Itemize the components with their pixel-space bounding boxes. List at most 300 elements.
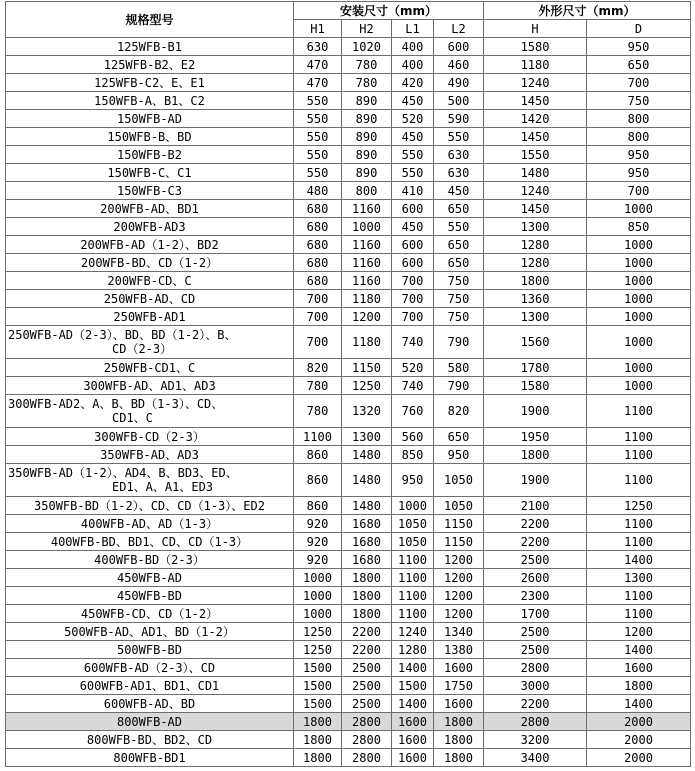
h1-cell: 1500 xyxy=(294,659,342,677)
model-line: 125WFB-B2、E2 xyxy=(103,57,196,72)
model-line: 400WFB-BD、BD1、CD、CD（1-3） xyxy=(50,534,249,549)
model-line: 150WFB-A、B1、C2 xyxy=(94,93,205,108)
l1-cell: 1050 xyxy=(392,533,434,551)
model-line: 400WFB-AD、AD（1-3） xyxy=(80,516,219,531)
h1-cell: 860 xyxy=(294,464,342,497)
l1-cell: 400 xyxy=(392,56,434,74)
h-cell: 1240 xyxy=(484,182,587,200)
l2-cell: 1200 xyxy=(434,605,484,623)
h2-cell: 2800 xyxy=(342,749,392,767)
table-row xyxy=(6,731,691,749)
l1-cell: 1000 xyxy=(392,497,434,515)
h1-cell: 860 xyxy=(294,446,342,464)
l1-cell: 1100 xyxy=(392,569,434,587)
l2-cell: 550 xyxy=(434,128,484,146)
model-cell xyxy=(6,377,294,395)
model-line: 400WFB-BD（2-3） xyxy=(94,552,205,567)
d-cell: 1800 xyxy=(587,677,691,695)
l2-cell: 1800 xyxy=(434,749,484,767)
l2-cell: 1800 xyxy=(434,731,484,749)
h2-cell: 780 xyxy=(342,74,392,92)
l2-cell: 580 xyxy=(434,359,484,377)
h-cell: 1450 xyxy=(484,200,587,218)
d-cell: 1400 xyxy=(587,641,691,659)
h1-cell: 1500 xyxy=(294,695,342,713)
table-row xyxy=(6,308,691,326)
d-cell: 2000 xyxy=(587,749,691,767)
l1-cell: 760 xyxy=(392,395,434,428)
h-cell: 1180 xyxy=(484,56,587,74)
l2-cell: 1380 xyxy=(434,641,484,659)
l2-cell: 790 xyxy=(434,326,484,359)
table-row xyxy=(6,200,691,218)
table-row xyxy=(6,164,691,182)
l2-cell: 630 xyxy=(434,146,484,164)
h2-cell: 1020 xyxy=(342,38,392,56)
model-cell xyxy=(6,446,294,464)
l2-cell: 650 xyxy=(434,254,484,272)
h2-cell: 1180 xyxy=(342,326,392,359)
d-cell: 1600 xyxy=(587,659,691,677)
h2-cell: 2500 xyxy=(342,659,392,677)
model-cell xyxy=(6,623,294,641)
h2-cell: 1480 xyxy=(342,464,392,497)
d-cell: 800 xyxy=(587,110,691,128)
l2-cell: 590 xyxy=(434,110,484,128)
outline-size-header: 外形尺寸（mm） xyxy=(484,2,691,20)
table-row xyxy=(6,641,691,659)
h2-cell: 890 xyxy=(342,146,392,164)
l2-cell: 1150 xyxy=(434,515,484,533)
table-row xyxy=(6,515,691,533)
h-cell: 1800 xyxy=(484,446,587,464)
l1-cell: 1050 xyxy=(392,515,434,533)
h2-cell: 800 xyxy=(342,182,392,200)
model-line: 800WFB-BD1 xyxy=(113,750,186,765)
l2-cell: 550 xyxy=(434,218,484,236)
h-cell: 1360 xyxy=(484,290,587,308)
table-row xyxy=(6,497,691,515)
h2-cell: 1150 xyxy=(342,359,392,377)
model-line: 800WFB-BD、BD2、CD xyxy=(86,732,213,747)
l1-cell: 400 xyxy=(392,38,434,56)
l2-cell: 650 xyxy=(434,200,484,218)
h2-cell: 1160 xyxy=(342,236,392,254)
model-line: 350WFB-BD（1-2）、CD、CD（1-3）、ED2 xyxy=(34,498,265,513)
h1-cell: 700 xyxy=(294,326,342,359)
h1-header: H1 xyxy=(294,20,342,38)
table-row xyxy=(6,128,691,146)
spec-table xyxy=(5,1,691,767)
l2-cell: 750 xyxy=(434,290,484,308)
model-cell xyxy=(6,641,294,659)
l1-cell: 600 xyxy=(392,200,434,218)
h-header: H xyxy=(484,20,587,38)
model-cell xyxy=(6,749,294,767)
model-line: 150WFB-B2 xyxy=(116,147,183,162)
h1-cell: 1100 xyxy=(294,428,342,446)
h1-cell: 680 xyxy=(294,236,342,254)
h-cell: 3200 xyxy=(484,731,587,749)
model-cell xyxy=(6,428,294,446)
table-row xyxy=(6,533,691,551)
l1-cell: 520 xyxy=(392,359,434,377)
h1-cell: 780 xyxy=(294,395,342,428)
model-cell xyxy=(6,272,294,290)
model-line-2: CD（2-3） xyxy=(112,342,173,356)
h-cell: 3400 xyxy=(484,749,587,767)
model-cell xyxy=(6,551,294,569)
l2-cell: 630 xyxy=(434,164,484,182)
model-line-2: ED1、A、A1、ED3 xyxy=(112,480,214,494)
l1-cell: 1280 xyxy=(392,641,434,659)
h1-cell: 1000 xyxy=(294,569,342,587)
h2-cell: 1160 xyxy=(342,200,392,218)
model-line: 600WFB-AD1、BD1、CD1 xyxy=(79,678,220,693)
l2-cell: 1200 xyxy=(434,551,484,569)
model-cell xyxy=(6,128,294,146)
h-cell: 2800 xyxy=(484,713,587,731)
l2-cell: 1200 xyxy=(434,587,484,605)
model-cell xyxy=(6,326,294,359)
h2-cell: 2500 xyxy=(342,695,392,713)
d-cell: 1400 xyxy=(587,551,691,569)
h1-cell: 550 xyxy=(294,146,342,164)
h1-cell: 550 xyxy=(294,92,342,110)
h1-cell: 700 xyxy=(294,290,342,308)
model-cell xyxy=(6,605,294,623)
l2-cell: 820 xyxy=(434,395,484,428)
model-line: 800WFB-AD xyxy=(116,714,183,729)
model-cell xyxy=(6,515,294,533)
model-line: 300WFB-AD2、A、B、BD（1-3）、CD、 xyxy=(8,397,224,411)
model-line: 250WFB-AD（2-3）、BD、BD（1-2）、B、 xyxy=(8,328,237,342)
h1-cell: 550 xyxy=(294,110,342,128)
h1-cell: 550 xyxy=(294,164,342,182)
l1-cell: 850 xyxy=(392,446,434,464)
h2-cell: 1200 xyxy=(342,308,392,326)
model-line: 200WFB-CD、C xyxy=(107,273,192,288)
d-cell: 1100 xyxy=(587,395,691,428)
l1-cell: 450 xyxy=(392,218,434,236)
h2-cell: 1160 xyxy=(342,272,392,290)
table-row xyxy=(6,749,691,767)
h2-header: H2 xyxy=(342,20,392,38)
model-line: 125WFB-B1 xyxy=(116,39,183,54)
h-cell: 2800 xyxy=(484,659,587,677)
d-cell: 800 xyxy=(587,128,691,146)
l2-cell: 790 xyxy=(434,377,484,395)
h1-cell: 1000 xyxy=(294,587,342,605)
table-row xyxy=(6,110,691,128)
l2-cell: 1050 xyxy=(434,464,484,497)
d-cell: 650 xyxy=(587,56,691,74)
h-cell: 1900 xyxy=(484,395,587,428)
l2-cell: 1750 xyxy=(434,677,484,695)
table-row xyxy=(6,446,691,464)
model-cell xyxy=(6,731,294,749)
h-cell: 2500 xyxy=(484,551,587,569)
h2-cell: 1320 xyxy=(342,395,392,428)
h-cell: 2500 xyxy=(484,641,587,659)
model-line: 200WFB-AD、BD1 xyxy=(100,201,199,216)
h-cell: 1280 xyxy=(484,254,587,272)
h1-cell: 680 xyxy=(294,200,342,218)
h1-cell: 920 xyxy=(294,551,342,569)
d-cell: 1100 xyxy=(587,587,691,605)
d-cell: 700 xyxy=(587,74,691,92)
h2-cell: 2800 xyxy=(342,731,392,749)
table-row xyxy=(6,428,691,446)
l1-cell: 740 xyxy=(392,377,434,395)
model-line: 300WFB-CD（2-3） xyxy=(94,429,205,444)
l1-cell: 1600 xyxy=(392,713,434,731)
l1-cell: 600 xyxy=(392,254,434,272)
d-cell: 2000 xyxy=(587,731,691,749)
model-line: 450WFB-AD xyxy=(116,570,183,585)
model-line: 200WFB-AD（1-2）、BD2 xyxy=(80,237,219,252)
model-cell xyxy=(6,38,294,56)
table-row xyxy=(6,659,691,677)
h-cell: 1580 xyxy=(484,38,587,56)
h2-cell: 1300 xyxy=(342,428,392,446)
model-header: 规格型号 xyxy=(6,2,294,38)
l1-cell: 450 xyxy=(392,92,434,110)
h2-cell: 780 xyxy=(342,56,392,74)
h2-cell: 1680 xyxy=(342,515,392,533)
l1-cell: 1500 xyxy=(392,677,434,695)
model-cell xyxy=(6,74,294,92)
h2-cell: 890 xyxy=(342,92,392,110)
h1-cell: 1800 xyxy=(294,731,342,749)
model-cell xyxy=(6,695,294,713)
h2-cell: 1480 xyxy=(342,497,392,515)
l1-cell: 1240 xyxy=(392,623,434,641)
model-line: 500WFB-BD xyxy=(116,642,183,657)
h-cell: 1780 xyxy=(484,359,587,377)
model-line: 500WFB-AD、AD1、BD（1-2） xyxy=(64,624,235,639)
l1-cell: 450 xyxy=(392,128,434,146)
h2-cell: 1250 xyxy=(342,377,392,395)
table-row xyxy=(6,677,691,695)
model-cell xyxy=(6,308,294,326)
l1-cell: 1100 xyxy=(392,587,434,605)
table-row xyxy=(6,254,691,272)
h1-cell: 680 xyxy=(294,272,342,290)
model-cell xyxy=(6,254,294,272)
h2-cell: 1000 xyxy=(342,218,392,236)
table-row xyxy=(6,74,691,92)
d-cell: 850 xyxy=(587,218,691,236)
model-cell xyxy=(6,290,294,308)
model-line: 150WFB-C3 xyxy=(116,183,183,198)
l1-cell: 1100 xyxy=(392,605,434,623)
table-row xyxy=(6,218,691,236)
d-cell: 750 xyxy=(587,92,691,110)
h1-cell: 1800 xyxy=(294,713,342,731)
model-cell xyxy=(6,200,294,218)
d-cell: 950 xyxy=(587,164,691,182)
table-row xyxy=(6,377,691,395)
model-line: 600WFB-AD、BD xyxy=(103,696,196,711)
l2-cell: 650 xyxy=(434,428,484,446)
h-cell: 1900 xyxy=(484,464,587,497)
l2-header: L2 xyxy=(434,20,484,38)
l1-header: L1 xyxy=(392,20,434,38)
h-cell: 1480 xyxy=(484,164,587,182)
h2-cell: 1680 xyxy=(342,551,392,569)
l1-cell: 420 xyxy=(392,74,434,92)
l2-cell: 490 xyxy=(434,74,484,92)
l2-cell: 1200 xyxy=(434,569,484,587)
l2-cell: 600 xyxy=(434,38,484,56)
l1-cell: 600 xyxy=(392,236,434,254)
model-line: 450WFB-CD、CD（1-2） xyxy=(80,606,219,621)
model-line: 150WFB-C、C1 xyxy=(107,165,192,180)
h1-cell: 550 xyxy=(294,128,342,146)
h1-cell: 860 xyxy=(294,497,342,515)
h1-cell: 1800 xyxy=(294,749,342,767)
d-cell: 950 xyxy=(587,38,691,56)
h1-cell: 470 xyxy=(294,56,342,74)
l2-cell: 750 xyxy=(434,272,484,290)
h-cell: 2100 xyxy=(484,497,587,515)
l1-cell: 1400 xyxy=(392,659,434,677)
l1-cell: 1400 xyxy=(392,695,434,713)
h-cell: 1700 xyxy=(484,605,587,623)
model-cell xyxy=(6,497,294,515)
l1-cell: 950 xyxy=(392,464,434,497)
model-cell xyxy=(6,56,294,74)
h-cell: 2600 xyxy=(484,569,587,587)
table-row xyxy=(6,272,691,290)
install-size-header: 安装尺寸（mm） xyxy=(294,2,484,20)
model-cell xyxy=(6,182,294,200)
h-cell: 2200 xyxy=(484,695,587,713)
model-line: 350WFB-AD、AD3 xyxy=(100,447,199,462)
d-cell: 1000 xyxy=(587,326,691,359)
d-header: D xyxy=(587,20,691,38)
model-cell xyxy=(6,236,294,254)
model-cell xyxy=(6,146,294,164)
l1-cell: 700 xyxy=(392,290,434,308)
table-row xyxy=(6,623,691,641)
h-cell: 1580 xyxy=(484,377,587,395)
table-row xyxy=(6,395,691,428)
h1-cell: 1500 xyxy=(294,677,342,695)
h2-cell: 2500 xyxy=(342,677,392,695)
h-cell: 1280 xyxy=(484,236,587,254)
table-row xyxy=(6,713,691,731)
h-cell: 1300 xyxy=(484,218,587,236)
h1-cell: 470 xyxy=(294,74,342,92)
table-row xyxy=(6,569,691,587)
model-line: 300WFB-AD、AD1、AD3 xyxy=(83,378,216,393)
h2-cell: 1680 xyxy=(342,533,392,551)
h-cell: 1800 xyxy=(484,272,587,290)
h2-cell: 890 xyxy=(342,128,392,146)
model-cell xyxy=(6,92,294,110)
h-cell: 1450 xyxy=(484,128,587,146)
h1-cell: 780 xyxy=(294,377,342,395)
h-cell: 1240 xyxy=(484,74,587,92)
model-cell xyxy=(6,533,294,551)
h-cell: 1950 xyxy=(484,428,587,446)
h2-cell: 1800 xyxy=(342,605,392,623)
h-cell: 2300 xyxy=(484,587,587,605)
table-row xyxy=(6,56,691,74)
d-cell: 1300 xyxy=(587,569,691,587)
d-cell: 1000 xyxy=(587,308,691,326)
table-row xyxy=(6,38,691,56)
d-cell: 1000 xyxy=(587,200,691,218)
h-cell: 2500 xyxy=(484,623,587,641)
d-cell: 700 xyxy=(587,182,691,200)
d-cell: 1000 xyxy=(587,359,691,377)
table-row xyxy=(6,182,691,200)
l2-cell: 750 xyxy=(434,308,484,326)
h-cell: 1560 xyxy=(484,326,587,359)
l1-cell: 550 xyxy=(392,164,434,182)
h1-cell: 1250 xyxy=(294,623,342,641)
h1-cell: 700 xyxy=(294,308,342,326)
model-cell xyxy=(6,359,294,377)
d-cell: 1100 xyxy=(587,428,691,446)
table-row xyxy=(6,326,691,359)
h1-cell: 680 xyxy=(294,218,342,236)
model-cell xyxy=(6,569,294,587)
l2-cell: 1600 xyxy=(434,659,484,677)
l2-cell: 450 xyxy=(434,182,484,200)
l2-cell: 1600 xyxy=(434,695,484,713)
l1-cell: 700 xyxy=(392,272,434,290)
h2-cell: 890 xyxy=(342,164,392,182)
h-cell: 1300 xyxy=(484,308,587,326)
h1-cell: 630 xyxy=(294,38,342,56)
table-row xyxy=(6,359,691,377)
l2-cell: 1150 xyxy=(434,533,484,551)
table-row xyxy=(6,551,691,569)
model-cell xyxy=(6,677,294,695)
h1-cell: 1000 xyxy=(294,605,342,623)
table-row xyxy=(6,92,691,110)
l2-cell: 1340 xyxy=(434,623,484,641)
model-line: 450WFB-BD xyxy=(116,588,183,603)
h2-cell: 1800 xyxy=(342,587,392,605)
l2-cell: 650 xyxy=(434,236,484,254)
model-cell xyxy=(6,464,294,497)
d-cell: 1400 xyxy=(587,695,691,713)
l2-cell: 1800 xyxy=(434,713,484,731)
d-cell: 950 xyxy=(587,146,691,164)
l2-cell: 500 xyxy=(434,92,484,110)
d-cell: 2000 xyxy=(587,713,691,731)
l1-cell: 550 xyxy=(392,146,434,164)
d-cell: 1000 xyxy=(587,272,691,290)
model-line-2: CD1、C xyxy=(112,411,153,425)
d-cell: 1000 xyxy=(587,254,691,272)
model-line: 200WFB-AD3 xyxy=(113,219,186,234)
l1-cell: 700 xyxy=(392,308,434,326)
d-cell: 1000 xyxy=(587,377,691,395)
model-line: 250WFB-AD、CD xyxy=(103,291,196,306)
d-cell: 1100 xyxy=(587,605,691,623)
h1-cell: 480 xyxy=(294,182,342,200)
d-cell: 1200 xyxy=(587,623,691,641)
h2-cell: 1160 xyxy=(342,254,392,272)
l1-cell: 410 xyxy=(392,182,434,200)
h2-cell: 2200 xyxy=(342,641,392,659)
